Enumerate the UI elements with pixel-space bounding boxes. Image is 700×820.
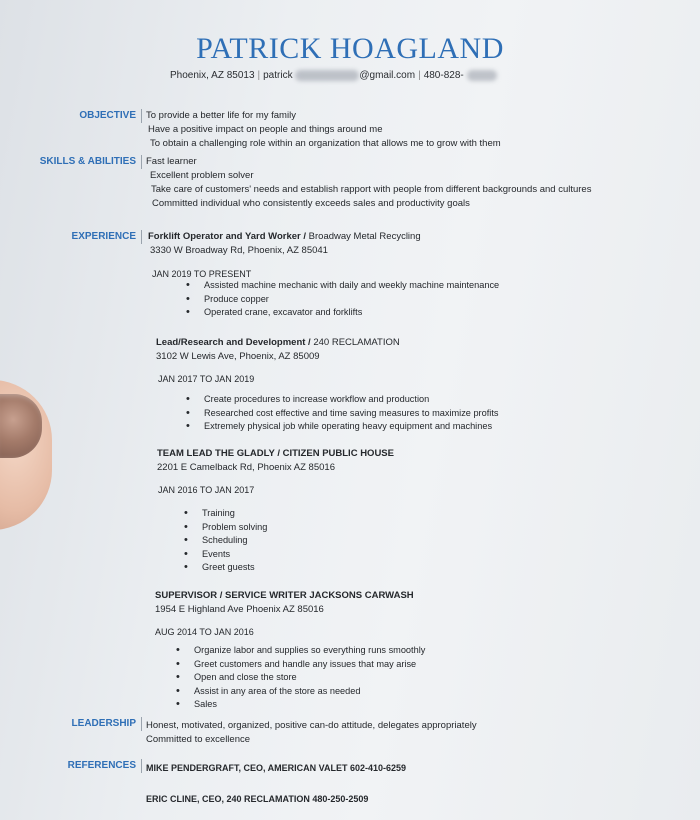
email-domain: @gmail.com — [359, 70, 416, 82]
list-item: • Operated crane, excavator and forklifts — [186, 306, 499, 320]
list-item: • Open and close the store — [176, 671, 425, 685]
list-item: • Training — [184, 507, 267, 521]
location: Phoenix, AZ 85013 — [170, 70, 255, 82]
list-item: • Assist in any area of the store as needed — [176, 685, 425, 699]
job-address: 3330 W Broadway Rd, Phoenix, AZ 85041 — [150, 245, 328, 256]
reference-line: ERIC CLINE, CEO, 240 RECLAMATION 480-250-2509 — [146, 794, 369, 804]
leadership-line: Committed to excellence — [146, 734, 251, 745]
job-bullets — [186, 393, 498, 434]
skills-line: Excellent problem solver — [150, 170, 254, 181]
skills-line: Fast learner — [146, 156, 197, 167]
list-item: • Create procedures to increase workflow and production — [186, 393, 498, 407]
job-title: SUPERVISOR / SERVICE WRITER JACKSONS CARWASH — [155, 590, 414, 601]
divider — [141, 155, 142, 169]
list-item: • Produce copper — [186, 293, 499, 307]
job-address: 1954 E Highland Ave Phoenix AZ 85016 — [155, 604, 324, 615]
divider — [141, 717, 142, 731]
references-label: REFERENCES — [67, 760, 136, 771]
phone-prefix: 480-828- — [423, 70, 464, 82]
list-item: • Greet customers and handle any issues that may arise — [176, 658, 425, 672]
resume-name: PATRICK HOAGLAND — [196, 32, 504, 65]
list-item: • Assisted machine mechanic with daily and weekly machine maintenance — [186, 279, 499, 293]
job-dates: JAN 2016 TO JAN 2017 — [158, 485, 255, 495]
list-item: • Organize labor and supplies so everything runs smoothly — [176, 644, 425, 658]
job-bullets — [176, 644, 425, 712]
job-title: TEAM LEAD THE GLADLY / CITIZEN PUBLIC HOUSE — [157, 448, 394, 459]
job-dates: JAN 2017 TO JAN 2019 — [158, 374, 255, 384]
job-bullets — [186, 279, 499, 320]
skills-label: SKILLS & ABILITIES — [39, 156, 136, 167]
divider — [141, 759, 142, 773]
skills-line: Take care of customers' needs and establish rapport with people from different backgrounds and cultures — [151, 184, 592, 195]
job-address: 2201 E Camelback Rd, Phoenix AZ 85016 — [157, 462, 335, 473]
contact-line: Phoenix, AZ 85013 | patrick @gmail.com | 480-828- — [170, 70, 497, 81]
leadership-line: Honest, motivated, organized, positive can-do attitude, delegates appropriately — [146, 720, 477, 731]
redacted-email — [295, 70, 359, 81]
job-title: Forklift Operator and Yard Worker / Broadway Metal Recycling — [148, 231, 421, 242]
list-item: • Greet guests — [184, 561, 267, 575]
skills-line: Committed individual who consistently exceeds sales and productivity goals — [152, 198, 470, 209]
list-item: • Researched cost effective and time saving measures to maximize profits — [186, 407, 498, 421]
redacted-phone — [467, 70, 497, 81]
job-title: Lead/Research and Development / 240 RECLAMATION — [156, 337, 400, 348]
objective-line: To provide a better life for my family — [146, 110, 296, 121]
list-item: • Scheduling — [184, 534, 267, 548]
email-prefix: patrick — [263, 70, 293, 82]
divider — [141, 230, 142, 244]
experience-label: EXPERIENCE — [71, 231, 136, 242]
job-dates: AUG 2014 TO JAN 2016 — [155, 627, 254, 637]
objective-line: To obtain a challenging role within an organization that allows me to grow with them — [150, 138, 501, 149]
divider — [141, 109, 142, 123]
reference-line: MIKE PENDERGRAFT, CEO, AMERICAN VALET 602-410-6259 — [146, 763, 407, 773]
list-item: • Events — [184, 548, 267, 562]
objective-label: OBJECTIVE — [79, 110, 136, 121]
list-item: • Sales — [176, 698, 425, 712]
list-item: • Extremely physical job while operating heavy equipment and machines — [186, 420, 498, 434]
job-dates: JAN 2019 TO PRESENT — [152, 269, 252, 279]
objective-line: Have a positive impact on people and things around me — [148, 124, 383, 135]
job-address: 3102 W Lewis Ave, Phoenix, AZ 85009 — [156, 351, 320, 362]
job-bullets — [184, 507, 267, 575]
list-item: • Problem solving — [184, 521, 267, 535]
leadership-label: LEADERSHIP — [71, 718, 136, 729]
